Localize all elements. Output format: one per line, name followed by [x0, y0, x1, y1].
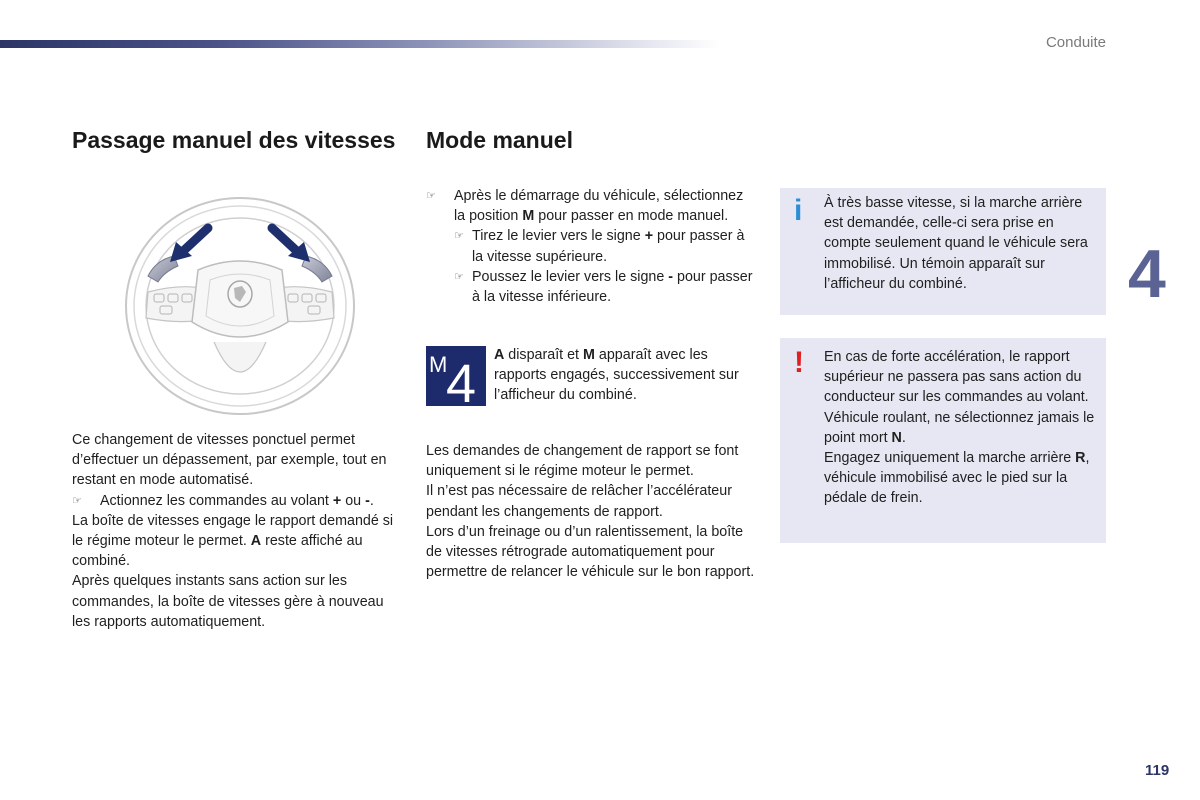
chapter-number: 4 [1128, 236, 1166, 312]
gear-display-glyphs [426, 346, 486, 406]
middle-body-text [426, 441, 756, 582]
middle-bullet-1-b: pour passer en mode manuel. [534, 208, 729, 225]
warning-line-3a: Engagez uniquement la marche arrière [824, 450, 1076, 467]
left-bullet-text-end: . [369, 492, 374, 509]
m4-bold-m: M [583, 347, 595, 363]
warning-line-2a: Véhicule roulant, ne sélectionnez jamais le point mort [824, 409, 1095, 446]
minus-sign: - [365, 492, 370, 509]
m4-bold-a: A [494, 347, 505, 363]
m4-text-a: disparaît et [504, 347, 584, 363]
left-paragraph-2-bold: A [250, 533, 262, 550]
warning-line-3-bold: R [1075, 450, 1086, 467]
middle-sub-bullet-2 [454, 267, 756, 307]
left-bullet-text-or: ou [341, 492, 366, 509]
warning-line-3b: , véhicule immobilisé avec le pied sur la pédale de frein. [824, 450, 1090, 507]
gear-display-indicator [426, 346, 486, 406]
left-paragraph-1: Ce changement de vitesses ponctuel permet d’effectuer un dépassement, par exemple, tout en restant en mode automatisé. [72, 432, 387, 489]
warning-line-1: En cas de forte accélération, le rapport supérieur ne passera pas sans action du conducteur sur les commandes au volant. [824, 349, 1089, 406]
warning-box [780, 338, 1106, 543]
steering-wheel-image [118, 192, 362, 420]
hand-pointer-icon: ☞ [454, 230, 464, 243]
middle-sub-bullet-1-a: Tirez le levier vers le signe [472, 228, 645, 245]
middle-bullet-1-bold: M [522, 208, 535, 225]
middle-paragraph-1: Les demandes de changement de rapport se font uniquement si le régime moteur le permet. [426, 443, 739, 480]
left-paragraph-2b: reste affiché au combiné. [72, 533, 363, 570]
middle-sub-bullet-1-b: pour passer à la vitesse supérieure. [472, 228, 745, 265]
middle-sub-bullet-2-a: Poussez le levier vers le signe [472, 268, 669, 285]
left-column-title-area [72, 128, 402, 153]
middle-instruction-list [426, 186, 756, 307]
middle-column-title-area [426, 128, 756, 153]
hand-pointer-icon: ☞ [426, 190, 436, 202]
display-letter: M [429, 352, 448, 377]
info-box-text: À très basse vitesse, si la marche arrière est demandée, celle-ci sera prise en compte seulement quand le véhicule sera immobilisé. Un témoin apparaît sur l’afficheur du combiné. [824, 195, 1088, 292]
left-section-title: Passage manuel des vitesses [72, 127, 396, 153]
hand-pointer-icon: ☞ [454, 270, 464, 283]
warning-line-2-bold: N [891, 429, 902, 446]
middle-sub-bullet-1-bold: + [644, 228, 654, 245]
info-icon: i [794, 194, 803, 227]
section-label: Conduite [1045, 34, 1106, 51]
middle-sub-bullet-2-b: pour passer à la vitesse inférieure. [472, 268, 753, 306]
left-paragraph-2a: La boîte de vitesses engage le rapport demandé si le régime moteur le permet. [72, 512, 394, 550]
plus-sign: + [332, 492, 342, 509]
left-bullet [72, 491, 402, 511]
header-gradient-bar [0, 40, 720, 48]
left-paragraph-3: Après quelques instants sans action sur les commandes, la boîte de vitesses gère à nouveau les rapports automatiquement. [72, 573, 384, 630]
gear-display-description [494, 345, 754, 406]
middle-paragraph-3: Lors d’un freinage ou d’un ralentissement, la boîte de vitesses rétrograde automatiquement pour permettre de relancer le véhicule sur le bon rapport. [426, 523, 755, 581]
middle-sub-bullet-2-bold: - [668, 268, 674, 285]
warning-box-text [824, 347, 1096, 509]
warning-line-2b: . [901, 429, 906, 446]
left-bullet-text-a: Actionnez les commandes au volant [100, 492, 333, 509]
steering-wheel-illustration [118, 192, 362, 420]
left-body-text [72, 430, 402, 632]
hand-pointer-icon: ☞ [72, 494, 82, 507]
m4-text-b: apparaît avec les rapports engagés, successivement sur l’afficheur du combiné. [494, 347, 739, 404]
middle-bullet-1-a: Après le démarrage du véhicule, sélectionnez la position [454, 188, 744, 225]
middle-paragraph-2: Il n’est pas nécessaire de relâcher l’accélérateur pendant les changements de rapport. [426, 483, 732, 520]
display-digit: 4 [446, 354, 477, 406]
info-box [780, 188, 1106, 315]
exclamation-icon: ! [794, 346, 804, 379]
middle-bullet-1 [426, 186, 756, 226]
page-number: 119 [1145, 762, 1170, 779]
middle-sub-bullet-1 [454, 226, 756, 266]
middle-section-title: Mode manuel [426, 127, 573, 153]
